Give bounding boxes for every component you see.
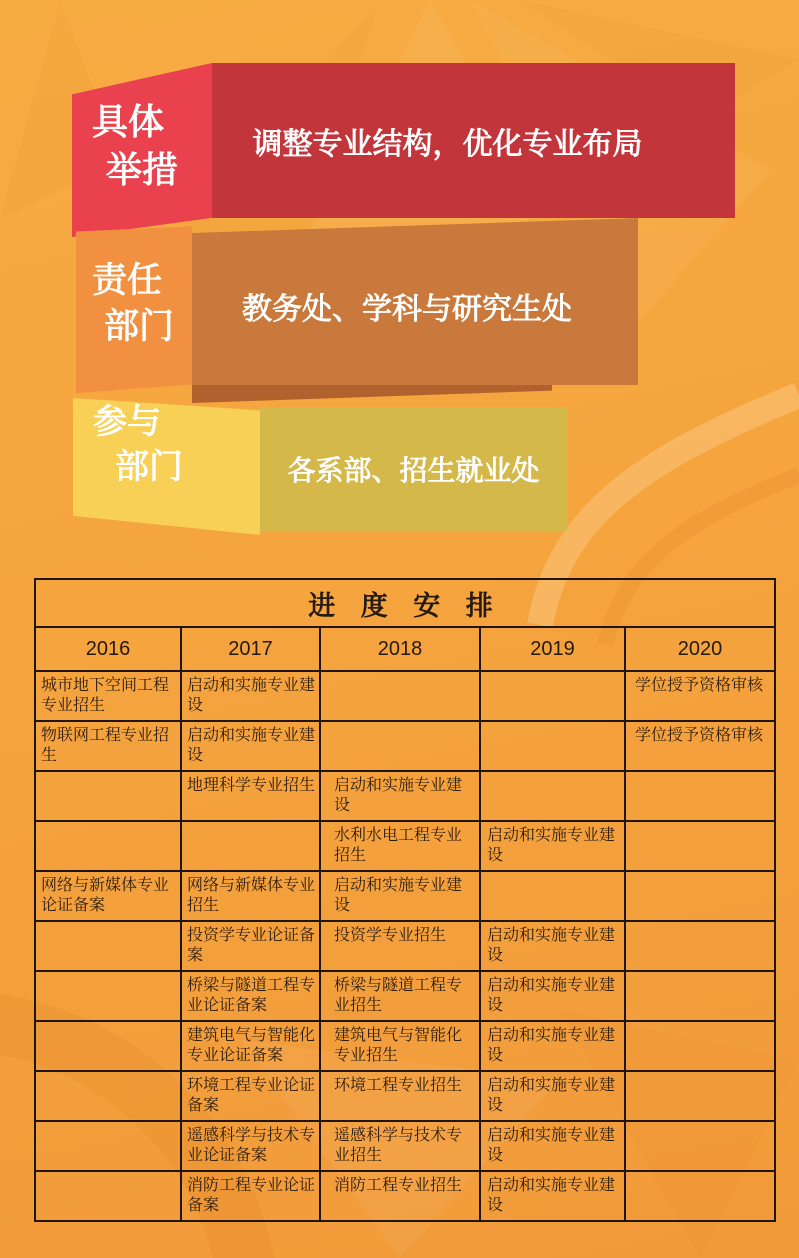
banner-tab-label — [76, 258, 192, 350]
banner-content: 调整专业结构，优化专业布局 — [252, 127, 643, 161]
banner-tab-label-line2: 部门 — [115, 448, 183, 486]
year-header-cell: 2020 — [625, 627, 775, 671]
table-row — [35, 1121, 775, 1171]
table-cell: 启动和实施专业建设 — [480, 1121, 625, 1171]
table-cell — [320, 671, 480, 721]
table-row — [35, 921, 775, 971]
table-row — [35, 821, 775, 871]
table-cell — [35, 1171, 181, 1221]
table-row — [35, 771, 775, 821]
table-cell: 启动和实施专业建设 — [480, 1071, 625, 1121]
table-row — [35, 721, 775, 771]
table-cell: 水利水电工程专业招生 — [320, 821, 480, 871]
table-cell: 投资学专业招生 — [320, 921, 480, 971]
table-cell: 建筑电气与智能化专业招生 — [320, 1021, 480, 1071]
table-cell — [35, 921, 181, 971]
table-cell: 学位授予资格审核 — [625, 671, 775, 721]
table-cell — [35, 1021, 181, 1071]
schedule-table — [34, 578, 776, 1222]
table-cell — [625, 1021, 775, 1071]
table-cell — [480, 871, 625, 921]
year-header-cell: 2017 — [181, 627, 320, 671]
table-cell: 地理科学专业招生 — [181, 771, 320, 821]
table-cell: 桥梁与隧道工程专业招生 — [320, 971, 480, 1021]
table-cell: 网络与新媒体专业招生 — [181, 871, 320, 921]
table-cell — [480, 671, 625, 721]
banner-tab-label-line1: 责任 — [92, 261, 163, 300]
banner-content: 各系部、招生就业处 — [287, 455, 540, 486]
table-cell — [625, 1171, 775, 1221]
table-cell — [35, 1121, 181, 1171]
banner-tab-label-line2: 举措 — [106, 149, 179, 190]
table-cell: 消防工程专业论证备案 — [181, 1171, 320, 1221]
table-cell — [625, 871, 775, 921]
table-row — [35, 1071, 775, 1121]
table-cell — [480, 771, 625, 821]
year-header-cell: 2018 — [320, 627, 480, 671]
table-cell — [625, 921, 775, 971]
table-cell: 建筑电气与智能化专业论证备案 — [181, 1021, 320, 1071]
table-cell: 物联网工程专业招生 — [35, 721, 181, 771]
table-cell: 环境工程专业论证备案 — [181, 1071, 320, 1121]
table-row — [35, 871, 775, 921]
table-cell: 启动和实施专业建设 — [320, 771, 480, 821]
table-cell: 启动和实施专业建设 — [480, 1021, 625, 1071]
table-cell — [35, 771, 181, 821]
table-row — [35, 971, 775, 1021]
table-row — [35, 671, 775, 721]
table-cell — [320, 721, 480, 771]
table-cell — [35, 1071, 181, 1121]
table-cell — [625, 771, 775, 821]
table-cell: 启动和实施专业建设 — [480, 921, 625, 971]
schedule-year-header-row — [35, 627, 775, 671]
table-cell: 启动和实施专业建设 — [480, 1171, 625, 1221]
table-cell — [625, 1071, 775, 1121]
year-header-cell: 2019 — [480, 627, 625, 671]
schedule-title-row — [35, 579, 775, 627]
banner-tab-label-line2: 部门 — [104, 307, 175, 346]
table-cell: 学位授予资格审核 — [625, 721, 775, 771]
table-cell: 消防工程专业招生 — [320, 1171, 480, 1221]
table-cell: 启动和实施专业建设 — [181, 721, 320, 771]
schedule-title: 进 度 安 排 — [35, 579, 775, 627]
banner-tab-label — [73, 400, 260, 490]
table-cell: 桥梁与隧道工程专业论证备案 — [181, 971, 320, 1021]
table-cell: 环境工程专业招生 — [320, 1071, 480, 1121]
schedule-table-body — [35, 671, 775, 1221]
table-cell — [35, 821, 181, 871]
banner-tab-label-line1: 参与 — [93, 403, 161, 441]
table-cell: 启动和实施专业建设 — [181, 671, 320, 721]
table-cell — [181, 821, 320, 871]
banner-tab-label-line1: 具体 — [92, 101, 165, 142]
table-cell — [625, 1121, 775, 1171]
table-cell: 遥感科学与技术专业论证备案 — [181, 1121, 320, 1171]
table-cell: 启动和实施专业建设 — [320, 871, 480, 921]
table-cell — [480, 721, 625, 771]
table-cell — [35, 971, 181, 1021]
table-cell — [625, 971, 775, 1021]
banner-content: 教务处、学科与研究生处 — [242, 292, 572, 326]
table-cell: 城市地下空间工程专业招生 — [35, 671, 181, 721]
table-cell: 启动和实施专业建设 — [480, 971, 625, 1021]
table-cell: 启动和实施专业建设 — [480, 821, 625, 871]
table-cell: 投资学专业论证备案 — [181, 921, 320, 971]
table-row — [35, 1021, 775, 1071]
table-cell — [625, 821, 775, 871]
table-cell: 网络与新媒体专业论证备案 — [35, 871, 181, 921]
year-header-cell: 2016 — [35, 627, 181, 671]
table-cell: 遥感科学与技术专业招生 — [320, 1121, 480, 1171]
table-row — [35, 1171, 775, 1221]
